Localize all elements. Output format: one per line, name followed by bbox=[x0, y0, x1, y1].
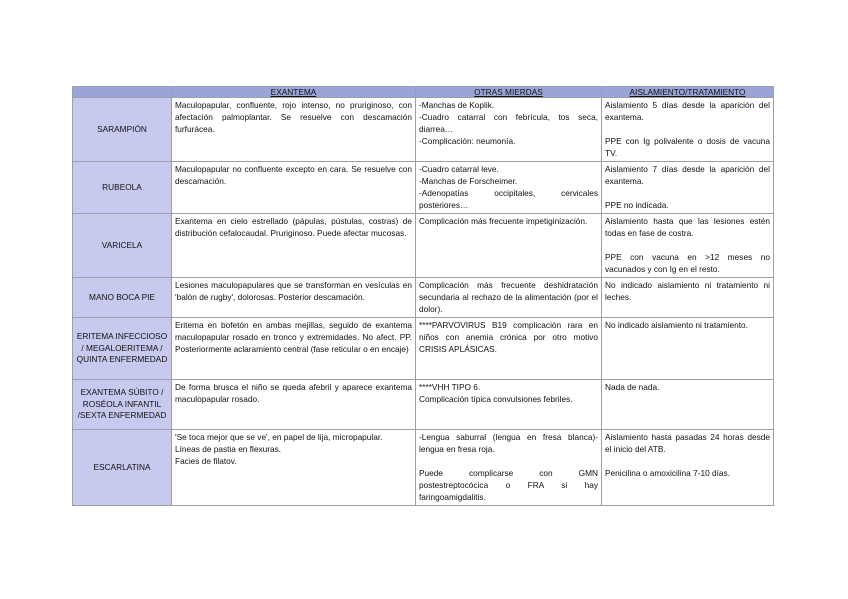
cell-text: No indicado aislamiento ni tratamiento. bbox=[605, 320, 748, 330]
table-row-escarlatina bbox=[73, 430, 774, 506]
aislamiento-cell bbox=[602, 278, 774, 318]
disease-name: RUBEOLA bbox=[73, 162, 172, 214]
cell-text: -Complicación: neumonía. bbox=[419, 136, 516, 146]
aislamiento-cell bbox=[602, 380, 774, 430]
cell-text: De forma brusca el niño se queda afebril y aparece exantema maculopapular rosado. bbox=[175, 382, 412, 404]
otras-cell bbox=[416, 214, 602, 278]
aislamiento-cell bbox=[602, 430, 774, 506]
exantema-cell bbox=[172, 162, 416, 214]
aislamiento-cell bbox=[602, 318, 774, 380]
cell-text: Complicación típica convulsiones febriles. bbox=[419, 394, 573, 404]
otras-cell bbox=[416, 430, 602, 506]
cell-text: Lesiones maculopapulares que se transforman en vesículas en 'balón de rugby', dolorosas. Posterior descamación. bbox=[175, 280, 412, 302]
cell-text: Maculopapular, confluente, rojo intenso, no pruriginoso, con afectación palmoplantar. Se resuelve con descamación furfurácea. bbox=[175, 100, 412, 134]
otras-cell bbox=[416, 98, 602, 162]
cell-text: Penicilina o amoxicilina 7-10 días. bbox=[605, 468, 730, 478]
cell-text: Complicación más frecuente impetiginización. bbox=[419, 216, 588, 226]
cell-text: Maculopapular no confluente excepto en cara. Se resuelve con descamación. bbox=[175, 164, 412, 186]
aislamiento-cell bbox=[602, 162, 774, 214]
exantema-cell bbox=[172, 318, 416, 380]
disease-name: VARICELA bbox=[73, 214, 172, 278]
cell-text: -Lengua saburral (lengua en fresa blanca)- lengua en fresa roja. bbox=[419, 432, 598, 454]
cell-text: Exantema en cielo estrellado (pápulas, pústulas, costras) de distribución cefalocaudal. Pruriginoso. Puede afectar mucosas. bbox=[175, 216, 412, 238]
cell-text: -Cuadro catarral con febrícula, tos seca, diarrea… bbox=[419, 112, 598, 134]
header-exantema: EXANTEMA bbox=[172, 87, 416, 98]
cell-text: Puede complicarse con GMN postestreptocócica o FRA si hay faringoamigdalitis. bbox=[419, 468, 598, 502]
table-header-row bbox=[73, 87, 774, 98]
disease-name: SARAMPIÓN bbox=[73, 98, 172, 162]
cell-text: -Manchas de Forscheimer. bbox=[419, 176, 518, 186]
otras-cell bbox=[416, 318, 602, 380]
exantema-cell bbox=[172, 430, 416, 506]
cell-text: Aislamiento 7 días desde la aparición del exantema. bbox=[605, 164, 770, 186]
exantema-cell bbox=[172, 278, 416, 318]
otras-cell bbox=[416, 380, 602, 430]
cell-text: PPE con vacuna en >12 meses no vacunados y con Ig en el resto. bbox=[605, 252, 770, 274]
cell-text: Aislamiento hasta que las lesiones estén todas en fase de costra. bbox=[605, 216, 770, 238]
exantema-cell bbox=[172, 214, 416, 278]
aislamiento-cell bbox=[602, 98, 774, 162]
cell-text: -Adenopatías occipitales, cervicales posteriores… bbox=[419, 188, 598, 210]
cell-text: Nada de nada. bbox=[605, 382, 660, 392]
table-row-sarampion bbox=[73, 98, 774, 162]
cell-text: Eritema en bofetón en ambas mejillas, seguido de exantema maculopapular rosado en tronco y extremidades. No afect. PP. Posteriormente aclaramiento central (fase reticular o en encaje) bbox=[175, 320, 412, 354]
cell-text: PPE no indicada. bbox=[605, 200, 669, 210]
cell-text: 'Se toca mejor que se ve', en papel de lija, micropapular. bbox=[175, 432, 383, 442]
cell-text: Aislamiento hasta pasadas 24 horas desde el inicio del ATB. bbox=[605, 432, 770, 454]
cell-text: Aislamiento 5 días desde la aparición del exantema. bbox=[605, 100, 770, 122]
otras-cell bbox=[416, 278, 602, 318]
disease-name: ERITEMA INFECCIOSO / MEGALOERITEMA / QUINTA ENFERMEDAD bbox=[73, 318, 172, 380]
table-row-varicela bbox=[73, 214, 774, 278]
cell-text: Líneas de pastia en flexuras. bbox=[175, 444, 282, 454]
cell-text: PPE con Ig polivalente o dosis de vacuna TV. bbox=[605, 136, 770, 158]
disease-name: ESCARLATINA bbox=[73, 430, 172, 506]
cell-text: Facies de filatov. bbox=[175, 456, 237, 466]
table-row-exantema-subito bbox=[73, 380, 774, 430]
table-row-eritema-infeccioso bbox=[73, 318, 774, 380]
header-otras-mierdas: OTRAS MIERDAS bbox=[416, 87, 602, 98]
cell-text: No indicado aislamiento ni tratamiento ni leches. bbox=[605, 280, 770, 302]
header-blank bbox=[73, 87, 172, 98]
exantema-cell bbox=[172, 380, 416, 430]
diseases-table-sheet bbox=[72, 86, 773, 506]
cell-text: -Manchas de Koplik. bbox=[419, 100, 495, 110]
exantema-cell bbox=[172, 98, 416, 162]
cell-text: ****PARVOVIRUS B19 complicación rara en niños con anemia crónica por otro motivo CRISIS APLÁSICAS. bbox=[419, 320, 598, 354]
table-row-rubeola bbox=[73, 162, 774, 214]
cell-text: -Cuadro catarral leve. bbox=[419, 164, 499, 174]
cell-text: ****VHH TIPO 6. bbox=[419, 382, 481, 392]
table-row-mano-boca-pie bbox=[73, 278, 774, 318]
disease-name: MANO BOCA PIE bbox=[73, 278, 172, 318]
cell-text: Complicación más frecuente deshidratación secundaria al rechazo de la alimentación (por el dolor). bbox=[419, 280, 598, 314]
diseases-table bbox=[72, 86, 774, 506]
header-aislamiento-tratamiento: AISLAMIENTO/TRATAMIENTO bbox=[602, 87, 774, 98]
aislamiento-cell bbox=[602, 214, 774, 278]
disease-name: EXANTEMA SÚBITO / ROSÉOLA INFANTIL /SEXTA ENFERMEDAD bbox=[73, 380, 172, 430]
otras-cell bbox=[416, 162, 602, 214]
